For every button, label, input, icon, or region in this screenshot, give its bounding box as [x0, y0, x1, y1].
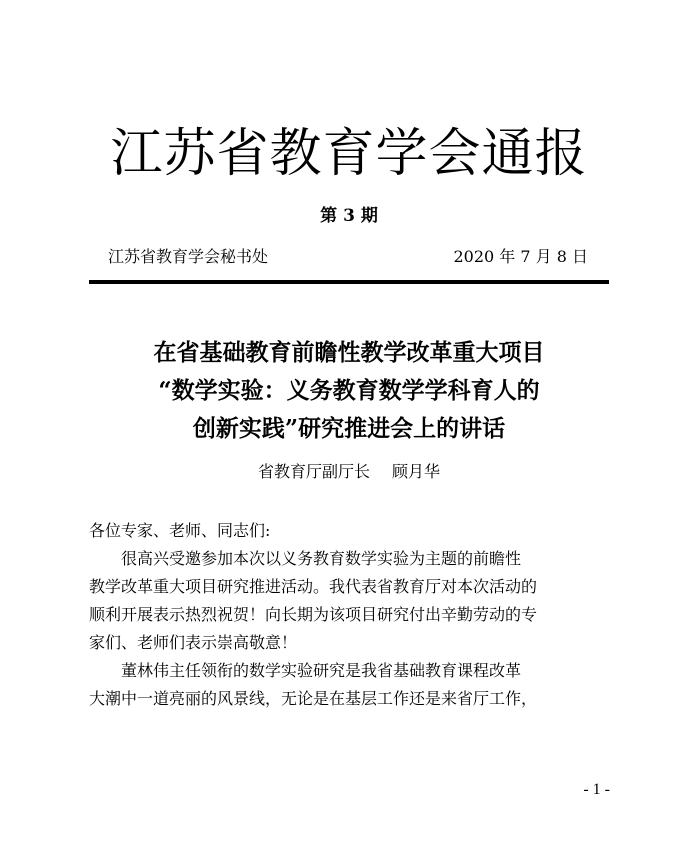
page-number: - 1 - — [583, 781, 610, 798]
paragraph-line: 家们、老师们表示崇高敬意！ — [89, 633, 298, 652]
author-name: 顾月华 — [392, 462, 441, 481]
author-line — [0, 459, 698, 485]
article-title — [60, 334, 638, 448]
article-title-line-2: “数学实验：义务教育数学学科育人的 — [158, 377, 540, 404]
publisher: 江苏省教育学会秘书处 — [108, 247, 269, 266]
article-title-line-3: 创新实践”研究推进会上的讲话 — [192, 415, 506, 442]
paragraph-line: 大潮中一道亮丽的风景线，无论是在基层工作还是来省厅工作， — [89, 689, 538, 708]
paragraph-line: 教学改革重大项目研究推进活动。我代表省教育厅对本次活动的 — [89, 577, 538, 596]
paragraph-line: 顺利开展表示热烈祝贺！向长期为该项目研究付出辛勤劳动的专 — [89, 605, 538, 624]
article-body — [89, 517, 613, 713]
paragraph-line: 董林伟主任领衔的数学实验研究是我省基础教育课程改革 — [121, 661, 522, 680]
issue-number: 第 3 期 — [320, 206, 378, 226]
salutation: 各位专家、老师、同志们: — [89, 521, 271, 540]
publication-date: 2020 年 7 月 8 日 — [453, 247, 588, 266]
article-title-line-1: 在省基础教育前瞻性教学改革重大项目 — [153, 339, 545, 366]
author-position: 省教育厅副厅长 — [257, 462, 370, 481]
paragraph-line: 很高兴受邀参加本次以义务教育数学实验为主题的前瞻性 — [121, 549, 522, 568]
header-divider — [89, 280, 609, 284]
bulletin-title: 江苏省教育学会通报 — [110, 124, 588, 184]
